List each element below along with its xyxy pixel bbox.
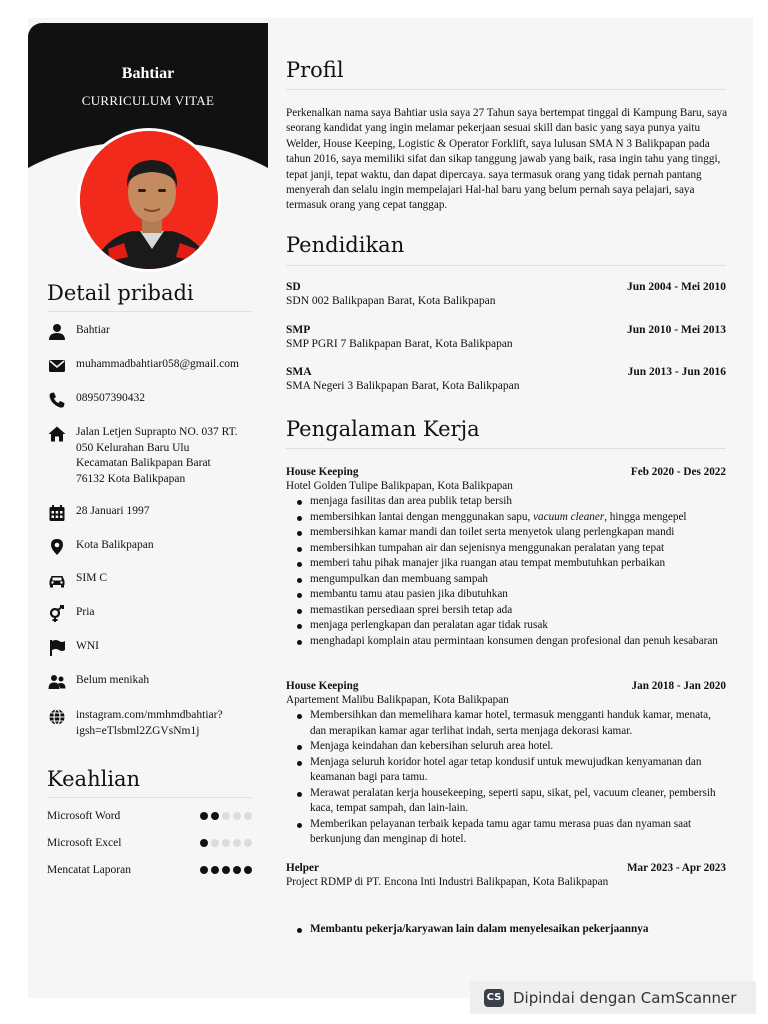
duty-item: menghadapi komplain atau permintaan konsumen dengan profesional dan penuh kesabaran (310, 634, 726, 650)
duty-item: Membantu pekerja/karyawan lain dalam menyelesaikan pekerjaannya (310, 922, 726, 938)
job-company: Apartement Malibu Balikpapan, Kota Balikpapan (286, 694, 509, 706)
job-dates: Feb 2020 - Des 2022 (630, 466, 726, 478)
details-title: Detail pribadi (47, 281, 194, 305)
education-item (286, 324, 726, 350)
rating-dot-empty (222, 839, 230, 847)
detail-nationality: WNI (47, 639, 262, 657)
education-rule (286, 265, 726, 266)
education-dates: Jun 2004 - Mei 2010 (626, 281, 726, 293)
rating-dot-empty (222, 812, 230, 820)
flag-icon (47, 639, 67, 657)
education-item (286, 366, 726, 392)
job-dates: Jan 2018 - Jan 2020 (631, 680, 726, 692)
duty-item: Menjaga seluruh koridor hotel agar tetap kondusif untuk mewujudkan kenyamanan dan keamanan bagi para tamu. (310, 755, 726, 786)
job-role: Helper (286, 862, 319, 874)
camscanner-watermark (470, 981, 756, 1014)
education-level: SD (286, 281, 301, 293)
location-pin-icon (47, 538, 67, 556)
job-role: House Keeping (286, 680, 359, 692)
detail-birthdate: 28 Januari 1997 (47, 504, 262, 522)
job-role: House Keeping (286, 466, 359, 478)
rating-dot-filled (211, 866, 219, 874)
skills-rule (47, 797, 252, 798)
person-icon (47, 323, 67, 341)
duty-item: Membersihkan dan memelihara kamar hotel, termasuk mengganti handuk kamar, menata, dan merapikan kamar agar terlihat indah, serta menjaga dekorasi kamar. (310, 708, 726, 739)
detail-phone: 089507390432 (47, 391, 262, 409)
experience-rule (286, 448, 726, 449)
job-item (286, 465, 726, 649)
education-dates: Jun 2013 - Jun 2016 (627, 366, 726, 378)
rating-dot-filled (200, 812, 208, 820)
skills-title: Keahlian (47, 767, 141, 791)
duty-item: membantu tamu atau pasien jika dibutuhkan (310, 587, 726, 603)
education-level: SMP (286, 324, 311, 336)
skill-name: Mencatat Laporan (47, 864, 131, 876)
duty-item: membersihkan lantai dengan menggunakan sapu, vacuum cleaner, hingga mengepel (310, 510, 726, 526)
duty-item: menjaga fasilitas dan area publik tetap bersih (310, 494, 726, 510)
duty-item: Memberikan pelayanan terbaik kepada tamu agar tamu merasa puas dan nyaman saat berkunjung dan menginap di hotel. (310, 817, 726, 848)
details-rule (47, 311, 252, 312)
skill-rating (200, 812, 252, 820)
job-duties (286, 708, 726, 848)
skill-row (47, 864, 252, 876)
education-school: SMP PGRI 7 Balikpapan Barat, Kota Balikpapan (286, 338, 513, 350)
rating-dot-filled (233, 866, 241, 874)
detail-city: Kota Balikpapan (47, 538, 262, 556)
skill-rating (200, 839, 252, 847)
cv-page (28, 18, 753, 998)
people-icon (47, 673, 67, 691)
education-level: SMA (286, 366, 312, 378)
cv-subtitle: CURRICULUM VITAE (81, 93, 215, 108)
globe-icon (47, 708, 67, 726)
detail-address: Jalan Letjen Suprapto NO. 037 RT. 050 Kelurahan Baru Ulu Kecamatan Balikpapan Barat 76132 Kota Balikpapan (47, 425, 262, 487)
education-title: Pendidikan (286, 233, 405, 257)
profile-photo (77, 128, 221, 272)
skill-row (47, 810, 252, 822)
profile-rule (286, 89, 726, 90)
skill-rating (200, 866, 252, 874)
detail-license: SIM C (47, 571, 262, 589)
skill-name: Microsoft Excel (47, 837, 122, 849)
job-dates: Mar 2023 - Apr 2023 (626, 862, 726, 874)
education-school: SDN 002 Balikpapan Barat, Kota Balikpapan (286, 295, 496, 307)
car-icon (47, 571, 67, 589)
sidebar (28, 18, 268, 998)
rating-dot-filled (200, 866, 208, 874)
rating-dot-filled (211, 812, 219, 820)
profile-text: Perkenalkan nama saya Bahtiar usia saya 27 Tahun saya bertempat tinggal di Kampung Baru, saya seorang kandidat yang ingin melamar pekerjaan sesuai skill dan basic yang saya punya yaitu Welder, House Keeping, Logistic & Operator Forklift, saya lulusan SMA N 3 Balikpapan pada tahun 2016, saya memiliki sifat dan sikap tanggung jawab yang baik, rasa ingin tahu yang tinggi, tepat janji, tepat waktu, dan dapat dipercaya. saya termasuk orang yang tidak pernah pantang menyerah dan selalu ingin mempelajari Hal-hal baru yang belum pernah saya pelajari, saya termasuk orang yang cepat tanggap. (286, 107, 728, 212)
cv-name: Bahtiar (121, 65, 175, 82)
duty-item: menjaga perlengkapan dan peralatan agar tidak rusak (310, 618, 726, 634)
rating-dot-empty (233, 839, 241, 847)
skill-row (47, 837, 252, 849)
job-item (286, 679, 726, 848)
camscanner-logo-icon: CS (484, 989, 504, 1007)
phone-icon (47, 391, 67, 409)
duty-item: membersihkan tumpahan air dan sejenisnya menggunakan peralatan yang tepat (310, 541, 726, 557)
skill-name: Microsoft Word (47, 810, 121, 822)
experience-title: Pengalaman Kerja (286, 417, 480, 441)
home-icon (47, 425, 67, 443)
detail-name: Bahtiar (47, 323, 262, 341)
rating-dot-empty (211, 839, 219, 847)
detail-gender: Pria (47, 605, 262, 623)
email-icon (47, 357, 67, 375)
rating-dot-filled (200, 839, 208, 847)
gender-icon (47, 605, 67, 623)
rating-dot-empty (244, 812, 252, 820)
camscanner-text: Dipindai dengan CamScanner (513, 988, 737, 1007)
duty-item: memastikan persediaan sprei bersih tetap ada (310, 603, 726, 619)
duty-item: Menjaga keindahan dan kebersihan seluruh area hotel. (310, 739, 726, 755)
job-company: Project RDMP di PT. Encona Inti Industri Balikpapan, Kota Balikpapan (286, 876, 609, 888)
rating-dot-empty (244, 839, 252, 847)
duty-item: memberi tahu pihak manajer jika ruangan atau tempat membutuhkan perbaikan (310, 556, 726, 572)
education-dates: Jun 2010 - Mei 2013 (626, 324, 726, 336)
job-duties (286, 494, 726, 649)
detail-marital-status: Belum menikah (47, 673, 262, 691)
rating-dot-filled (244, 866, 252, 874)
education-item (286, 281, 726, 307)
rating-dot-empty (233, 812, 241, 820)
job-company: Hotel Golden Tulipe Balikpapan, Kota Balikpapan (286, 480, 513, 492)
duty-item: Merawat peralatan kerja housekeeping, seperti sapu, sikat, pel, vacuum cleaner, pembersih kaca, tempat sampah, dan lain-lain. (310, 786, 726, 817)
job-item (286, 861, 726, 938)
profile-title: Profil (286, 58, 344, 82)
rating-dot-filled (222, 866, 230, 874)
duty-item: membersihkan kamar mandi dan toilet serta menyetok ulang perlengkapan mandi (310, 525, 726, 541)
calendar-icon (47, 504, 67, 522)
detail-instagram: instagram.com/mmhmdbahtiar? igsh=eTlsbml2ZGVsNm1j (47, 708, 262, 739)
duty-item: mengumpulkan dan membuang sampah (310, 572, 726, 588)
detail-email: muhammadbahtiar058@gmail.com (47, 357, 262, 375)
job-duties (286, 922, 726, 938)
education-school: SMA Negeri 3 Balikpapan Barat, Kota Balikpapan (286, 380, 520, 392)
